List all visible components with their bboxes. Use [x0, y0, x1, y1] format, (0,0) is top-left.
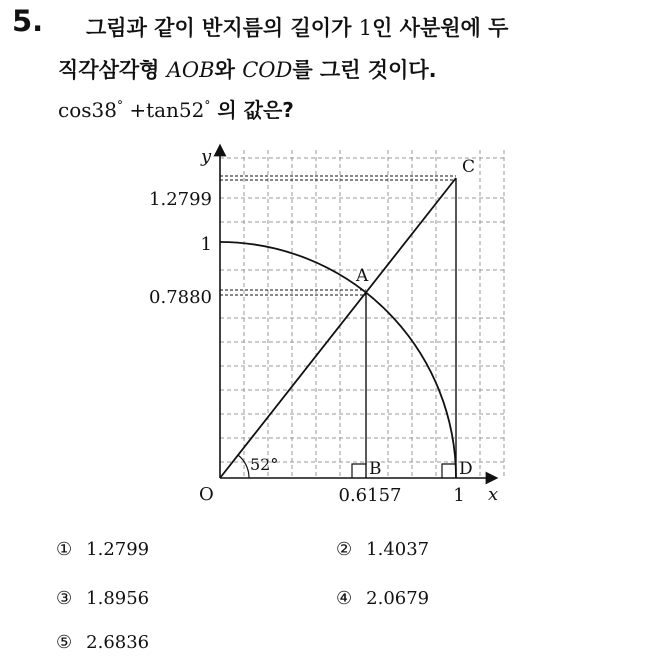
choice-1[interactable]: [56, 539, 149, 560]
choice-5[interactable]: [56, 632, 149, 653]
question-number: 5.: [12, 4, 44, 38]
point-b-label: B: [369, 459, 382, 479]
question-text: 의 값은?: [210, 98, 294, 122]
choice-3[interactable]: [56, 588, 149, 609]
guide-lines: [220, 176, 456, 295]
choice-value: 2.6836: [86, 632, 150, 653]
right-angle-mark-d: [442, 464, 456, 478]
x-tick-b-value: 0.6157: [338, 485, 402, 506]
y-tick-one: 1: [200, 234, 212, 255]
expression-cos: cos38: [58, 98, 117, 122]
point-d-label: D: [459, 459, 473, 479]
right-angle-mark-b: [352, 464, 366, 478]
y-tick-a-value: 0.7880: [149, 287, 212, 308]
point-c-label: C: [462, 157, 476, 177]
y-axis-label: y: [201, 146, 212, 167]
angle-label: 52°: [250, 455, 279, 474]
degree-symbol: °: [204, 98, 211, 113]
grid: [220, 150, 504, 478]
degree-symbol: °: [116, 98, 123, 113]
y-tick-c-value: 1.2799: [149, 189, 212, 210]
choice-value: 1.4037: [366, 539, 430, 560]
choice-4[interactable]: [336, 588, 429, 609]
choice-2[interactable]: [336, 539, 429, 560]
quarter-circle-arc: [220, 242, 456, 478]
expression-tan: +tan52: [122, 98, 205, 122]
question-text: 를 그린 것이다.: [292, 58, 437, 82]
question-text: 와: [214, 58, 243, 82]
choice-marker: ③: [56, 588, 73, 609]
point-a-label: A: [356, 266, 369, 286]
choice-value: 1.8956: [86, 588, 150, 609]
choice-value: 1.2799: [86, 539, 150, 560]
choice-marker: ⑤: [56, 632, 73, 653]
question-text: 인 사분원에 두: [372, 16, 509, 40]
radius-value: 1: [358, 16, 373, 40]
segment-oc: [220, 178, 456, 478]
question-text: 직각삼각형: [58, 58, 167, 82]
origin-label: O: [199, 484, 214, 505]
question-text: 그림과 같이 반지름의 길이가: [86, 16, 359, 40]
x-tick-one: 1: [453, 485, 465, 506]
choice-value: 2.0679: [366, 588, 430, 609]
choice-marker: ②: [336, 539, 353, 560]
x-axis-label: x: [488, 484, 499, 505]
choice-marker: ④: [336, 588, 353, 609]
choice-marker: ①: [56, 539, 73, 560]
triangle-aob-label: AOB: [166, 58, 215, 82]
triangle-cod-label: COD: [242, 58, 293, 82]
